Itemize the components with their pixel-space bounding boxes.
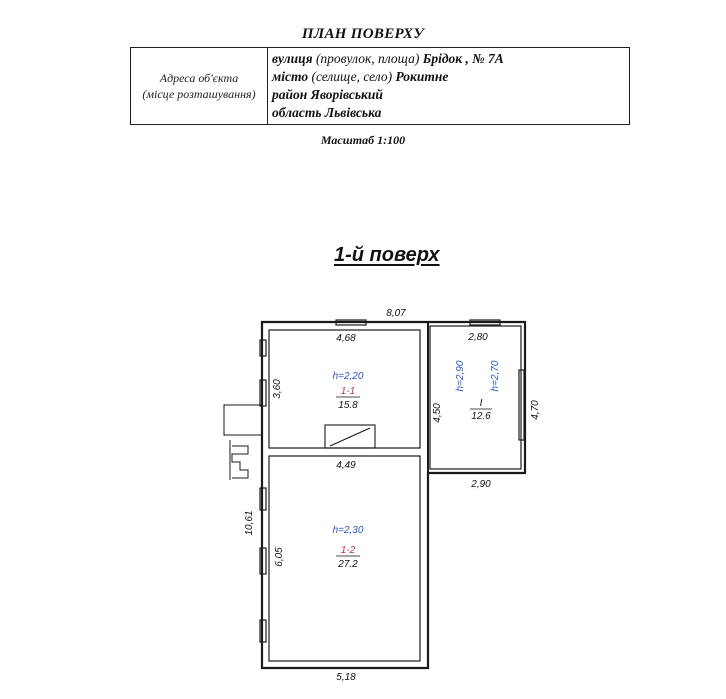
dim-room1-left: 3,60 (272, 379, 283, 399)
dim-room2-left: 6,05 (274, 547, 285, 567)
annex-outline (430, 326, 521, 469)
address-label-line2: (місце розташування) (142, 87, 256, 101)
room-1-2-area: 27.2 (338, 559, 358, 570)
plan-title: ПЛАН ПОВЕРХУ (301, 26, 425, 42)
dim-annex-bottom: 2,90 (471, 479, 491, 490)
outer-wall (262, 322, 525, 668)
street-types: (провулок, площа) (315, 51, 420, 66)
annex-number: І (479, 398, 483, 409)
dim-between-rooms: 4,49 (336, 460, 356, 471)
city-types: (селище, село) (311, 69, 393, 84)
city-prefix: місто (272, 69, 309, 84)
room-1-1-area: 15.8 (338, 400, 358, 411)
dim-room1-top: 4,68 (336, 333, 356, 344)
entrance-stairs (224, 405, 262, 480)
room-1-2-number: 1-2 (340, 545, 356, 556)
region-prefix: область (272, 105, 322, 120)
annex-area: 12.6 (471, 411, 491, 422)
city-name: Рокитне (395, 69, 449, 84)
room-1-1-number: 1-1 (340, 386, 356, 397)
dim-bottom: 5,18 (336, 672, 356, 683)
street-name: Брідок , № 7А (422, 51, 504, 66)
room-1-2-height: h=2,30 (332, 525, 364, 536)
district-prefix: район (272, 87, 308, 102)
floor-title: 1-й поверх (334, 244, 440, 266)
dim-annex-left: 4,50 (432, 403, 443, 423)
region-name: Львівська (324, 105, 382, 120)
dim-left-total: 10,61 (244, 510, 255, 536)
dim-annex-top: 2,80 (468, 332, 488, 343)
dim-annex-right: 4,70 (530, 400, 541, 420)
annex-height-a: h=2,90 (455, 360, 466, 392)
dim-top-total: 8,07 (386, 308, 406, 319)
annex-height-b: h=2,70 (490, 360, 501, 392)
street-prefix: вулиця (272, 51, 313, 66)
address-label-line1: Адреса об'єкта (159, 71, 239, 85)
room-1-1-height: h=2,20 (332, 371, 364, 382)
district-name: Яворівський (310, 87, 383, 102)
scale-label: Масштаб 1:100 (320, 133, 406, 147)
stove-symbol (325, 425, 375, 448)
